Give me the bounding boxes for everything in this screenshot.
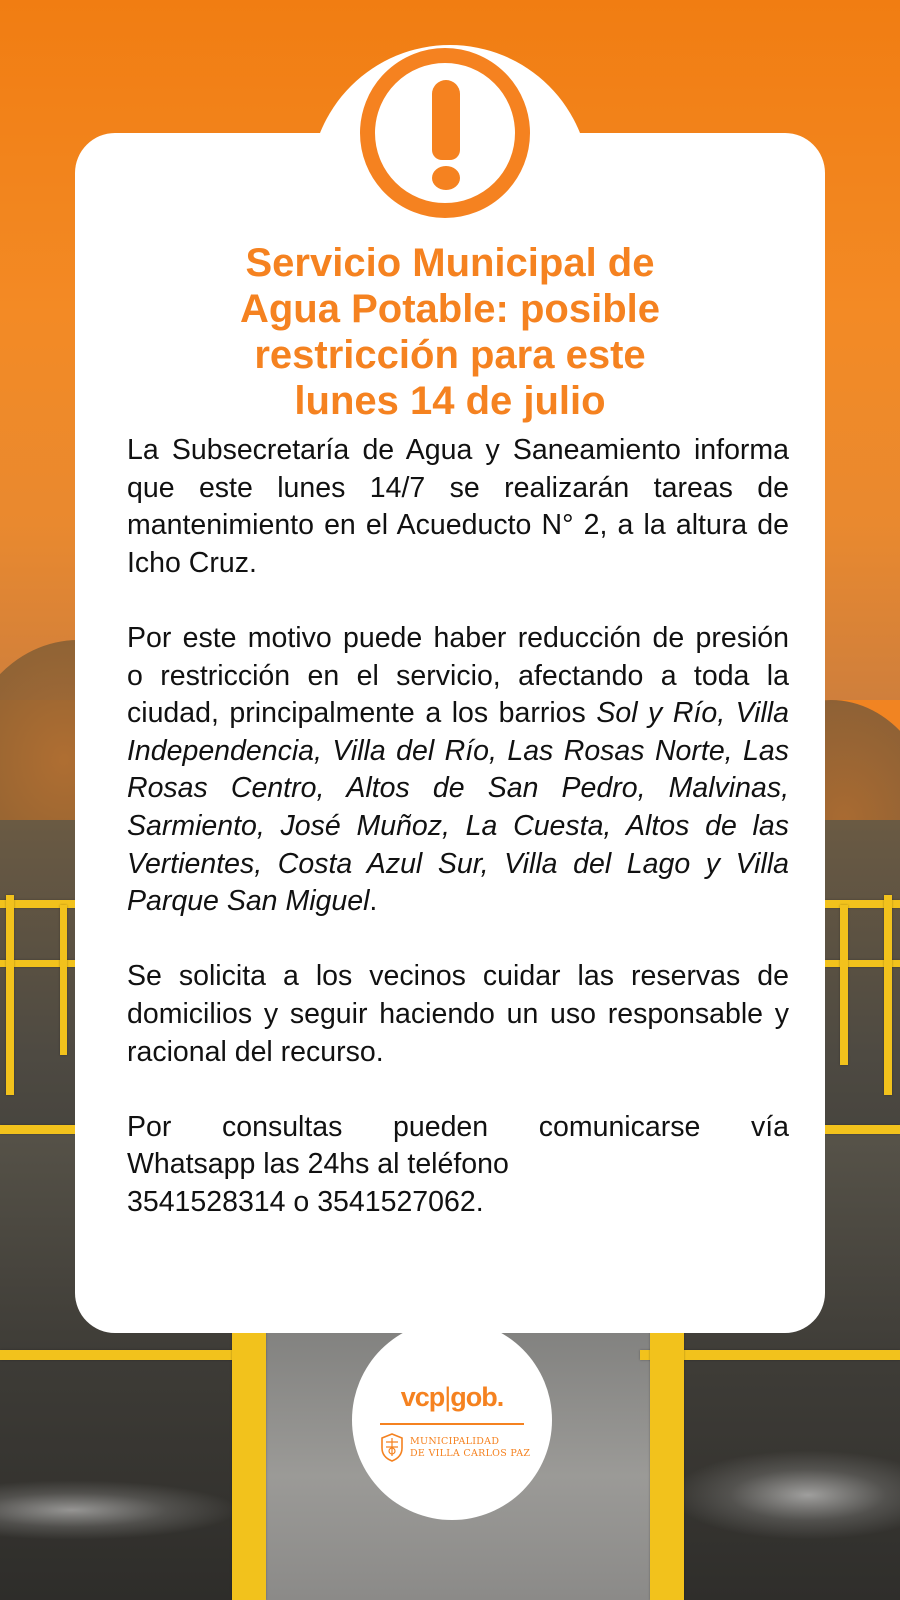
title-line: Servicio Municipal de xyxy=(245,241,655,285)
contact-line: Whatsapp las 24hs al teléfono xyxy=(127,1148,509,1181)
railing xyxy=(0,1125,75,1134)
railing-post xyxy=(650,1330,684,1600)
railing xyxy=(0,1350,265,1360)
paragraph-request: Se solicita a los vecinos cuidar las reservas de domicilios y seguir haciendo un uso responsable y racional del recurso. xyxy=(127,960,789,1068)
railing-post xyxy=(840,905,848,1065)
background-foam-right xyxy=(670,1450,900,1540)
title-line: restricción para este xyxy=(254,333,646,377)
railing xyxy=(825,1125,900,1134)
municipal-seal-icon xyxy=(380,1432,404,1462)
paragraph-affected-intro: Por este motivo puede haber reducción de presión o restricción en el servicio, afectando a toda la ciudad, principalmente a los barrios xyxy=(127,621,789,730)
page-title xyxy=(80,240,820,424)
railing-post xyxy=(884,895,892,1095)
background-foam-left xyxy=(0,1480,240,1540)
paragraph-contact xyxy=(127,1109,789,1222)
affected-neighborhoods: Sol y Río, Villa Independencia, Villa del Río, Las Rosas Norte, Las Rosas Centro, Altos de San Pedro, Malvinas, Sarmiento, José Muñoz, La Cuesta, Altos de las Vertientes, Costa Azul Sur, Villa del Lago y Villa Parque San Miguel xyxy=(127,697,789,918)
paragraph-maintenance: La Subsecretaría de Agua y Saneamiento informa que este lunes 14/7 se realizarán tareas de mantenimiento en el Acueducto N° 2, a la altura de Icho Cruz. xyxy=(127,434,789,579)
logo-brand xyxy=(352,1382,552,1413)
title-line: lunes 14 de julio xyxy=(294,379,606,423)
title-line: Agua Potable: posible xyxy=(239,287,661,331)
railing-post xyxy=(60,905,67,1055)
logo-brand-separator: | xyxy=(444,1382,451,1412)
contact-phones: 3541528314 o 3541527062. xyxy=(127,1185,484,1218)
logo-municipality-name xyxy=(410,1436,550,1460)
logo-divider xyxy=(380,1423,524,1425)
notice-body xyxy=(127,432,789,1221)
exclamation-dot xyxy=(432,166,460,190)
exclamation-bar xyxy=(432,80,460,160)
contact-line: Por consultas pueden comunicarse vía xyxy=(127,1110,789,1143)
paragraph-affected-areas xyxy=(127,620,789,921)
railing-post xyxy=(232,1330,266,1600)
municipality-logo xyxy=(352,1320,552,1520)
paragraph-affected-end: . xyxy=(369,885,378,918)
logo-brand-vcp: vcp xyxy=(400,1382,445,1412)
logo-brand-gob: gob. xyxy=(450,1382,504,1412)
logo-municipality-line: DE VILLA CARLOS PAZ xyxy=(410,1448,531,1459)
railing-post xyxy=(6,895,14,1095)
logo-municipality-line: MUNICIPALIDAD xyxy=(410,1436,500,1447)
